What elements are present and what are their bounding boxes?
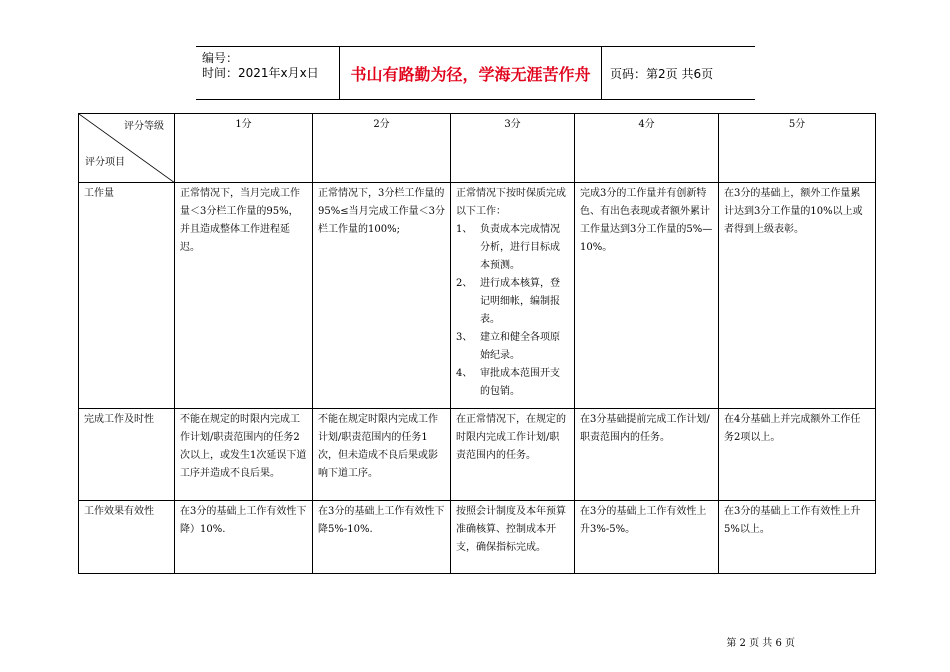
level-header-4: 4分 [575, 114, 719, 183]
table-cell: 在3分的基础上工作有效性下降5%-10%. [313, 501, 451, 574]
scoring-table [78, 113, 876, 574]
header-left-cell [196, 47, 340, 99]
list-item [456, 221, 569, 275]
table-row [79, 409, 876, 501]
corner-item-label: 评分项目 [85, 157, 125, 168]
cell-intro: 正常情况下按时保质完成以下工作： [456, 188, 566, 217]
table-cell: 在3分的基础上工作有效性下降）10%. [175, 501, 313, 574]
header-motto: 书山有路勤为径，学海无涯苦作舟 [340, 47, 602, 99]
row-item-workload: 工作量 [79, 183, 175, 409]
list-text: 负责成本完成情况分析，进行目标成本预测。 [480, 224, 560, 271]
level-header-5: 5分 [719, 114, 876, 183]
list-item [456, 365, 569, 401]
table-cell: 在正常情况下，在规定的时限内完成工作计划/职责范围内的任务。 [451, 409, 575, 501]
header-page-label: 页码：第2页 共6页 [610, 66, 714, 81]
table-cell: 在4分基础上并完成额外工作任务2项以上。 [719, 409, 876, 501]
list-text: 进行成本核算，登记明细帐，编制报表。 [480, 278, 560, 325]
list-text: 建立和健全各项原始纪录。 [480, 332, 560, 361]
level-header-3: 3分 [451, 114, 575, 183]
level-header-1: 1分 [175, 114, 313, 183]
document-time-label: 时间：2021年x月x日 [202, 66, 319, 80]
corner-level-label: 评分等级 [124, 121, 164, 132]
table-cell: 完成3分的工作量并有创新特色、有出色表现或者额外累计工作量达到3分工作量的5%—10%。 [575, 183, 719, 409]
table-cell: 在3分基础提前完成工作计划/职责范围内的任务。 [575, 409, 719, 501]
level-header-2: 2分 [313, 114, 451, 183]
corner-header-cell [79, 114, 175, 183]
row-item-timeliness: 完成工作及时性 [79, 409, 175, 501]
table-cell: 正常情况下，当月完成工作量＜3分栏工作量的95%，并且造成整体工作进程延迟。 [175, 183, 313, 409]
document-header [196, 46, 755, 100]
table-cell: 在3分的基础上工作有效性上升5%以上。 [719, 501, 876, 574]
table-row [79, 501, 876, 574]
table-row [79, 183, 876, 409]
table-cell: 不能在规定的时限内完成工作计划/职责范围内的任务2次以上，或发生1次延误下道工序并造成不良后果。 [175, 409, 313, 501]
list-number: 2、 [456, 278, 473, 289]
list-number: 3、 [456, 332, 473, 343]
table-cell: 正常情况下，3分栏工作量的95%≤当月完成工作量＜3分栏工作量的100%; [313, 183, 451, 409]
list-item [456, 329, 569, 365]
list-number: 4、 [456, 368, 473, 379]
page-footer: 第 2 页 共 6 页 [726, 638, 795, 649]
table-cell: 在3分的基础上，额外工作量累计达到3分工作量的10%以上或者得到上级表彰。 [719, 183, 876, 409]
document-number-label: 编号： [202, 51, 239, 65]
table-header-row [79, 114, 876, 183]
list-item [456, 275, 569, 329]
row-item-effectiveness: 工作效果有效性 [79, 501, 175, 574]
table-cell: 不能在规定时限内完成工作计划/职责范围内的任务1次，但未造成不良后果或影响下道工序。 [313, 409, 451, 501]
task-list [456, 221, 569, 401]
table-cell [451, 183, 575, 409]
list-number: 1、 [456, 224, 473, 235]
list-text: 审批成本范围开支的包销。 [480, 368, 560, 397]
table-cell: 在3分的基础上工作有效性上升3%-5%。 [575, 501, 719, 574]
table-cell: 按照会计制度及本年预算准确核算、控制成本开支，确保指标完成。 [451, 501, 575, 574]
